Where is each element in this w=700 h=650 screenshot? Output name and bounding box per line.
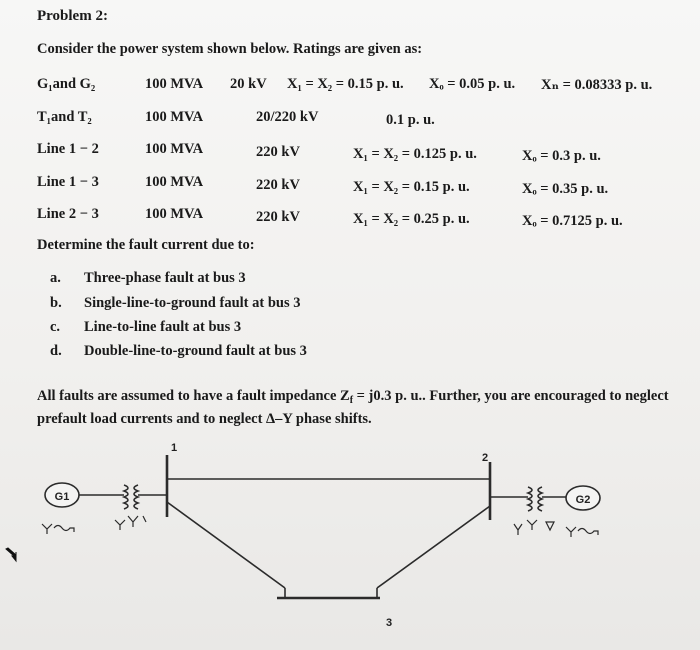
g1-label: G1 xyxy=(54,491,70,503)
g1-grounding-symbol xyxy=(42,524,74,534)
rating-x0: Xₒ = 0.7125 p. u. xyxy=(522,213,623,229)
transformer-t1-secondary-coil xyxy=(134,485,138,509)
list-item-letter: d. xyxy=(50,343,62,359)
list-item-text: Double-line-to-ground fault at bus 3 xyxy=(84,343,307,359)
g2-label: G2 xyxy=(575,494,591,506)
rating-x: 0.1 p. u. xyxy=(386,112,435,128)
rating-mva: 100 MVA xyxy=(145,109,204,125)
assumption-line1-rest: = j0.3 p. u.. Further, you are encouraged to neglect xyxy=(353,388,669,404)
assumption-line2: prefault load currents and to neglect Δ–Y phase shifts. xyxy=(37,411,372,427)
rating-x0: Xₒ = 0.05 p. u. xyxy=(429,76,516,92)
rating-x12: X₁ = X₂ = 0.15 p. u. xyxy=(353,179,470,195)
rating-component: Line 2 − 3 xyxy=(37,206,99,222)
t2-winding-symbol xyxy=(514,520,554,535)
list-item-text: Three-phase fault at bus 3 xyxy=(84,270,246,286)
g2-grounding-symbol xyxy=(566,527,598,537)
line-2-3 xyxy=(377,506,490,588)
rating-x12: X₁ = X₂ = 0.125 p. u. xyxy=(353,146,477,162)
transformer-t1-primary-coil xyxy=(124,485,128,509)
rating-mva: 100 MVA xyxy=(145,76,204,92)
list-item-letter: c. xyxy=(50,319,61,335)
rating-x12: X₁ = X₂ = 0.25 p. u. xyxy=(353,211,470,227)
rating-kv: 20 kV xyxy=(230,76,267,92)
bus-1-label: 1 xyxy=(171,442,178,454)
bus-3-label: 3 xyxy=(386,617,393,629)
list-item-text: Line-to-line fault at bus 3 xyxy=(84,319,242,335)
rating-kv: 220 kV xyxy=(256,209,300,225)
rating-x12: X₁ = X₂ = 0.15 p. u. xyxy=(287,76,404,92)
t1-winding-symbol xyxy=(115,516,146,530)
list-item-letter: a. xyxy=(50,270,61,286)
rating-component: G₁and G₂ xyxy=(37,76,96,92)
line-1-3 xyxy=(167,502,285,588)
rating-mva: 100 MVA xyxy=(145,206,204,222)
transformer-t2-secondary-coil xyxy=(538,487,542,511)
rating-component: Line 1 − 3 xyxy=(37,174,99,190)
rating-xn: Xₙ = 0.08333 p. u. xyxy=(541,77,653,93)
transformer-t2-primary-coil xyxy=(528,487,532,511)
rating-kv: 220 kV xyxy=(256,144,300,160)
rating-mva: 100 MVA xyxy=(145,174,204,190)
rating-x0: Xₒ = 0.3 p. u. xyxy=(522,148,601,164)
assumption-line1: All faults are assumed to have a fault impedance Z xyxy=(37,388,350,404)
list-item-text: Single-line-to-ground fault at bus 3 xyxy=(84,295,301,311)
rating-kv: 20/220 kV xyxy=(256,109,319,125)
rating-kv: 220 kV xyxy=(256,177,300,193)
rating-x0: Xₒ = 0.35 p. u. xyxy=(522,181,609,197)
rating-mva: 100 MVA xyxy=(145,141,204,157)
intro-text: Consider the power system shown below. Ratings are given as: xyxy=(37,41,423,57)
cursor-arrow-icon xyxy=(6,548,16,561)
determine-text: Determine the fault current due to: xyxy=(37,237,255,253)
list-item-letter: b. xyxy=(50,295,62,311)
problem-title: Problem 2: xyxy=(37,8,108,24)
bus-2-label: 2 xyxy=(482,452,489,464)
rating-component: T₁and T₂ xyxy=(37,109,92,125)
rating-component: Line 1 − 2 xyxy=(37,141,99,157)
assumption-zsub: f xyxy=(349,395,354,406)
